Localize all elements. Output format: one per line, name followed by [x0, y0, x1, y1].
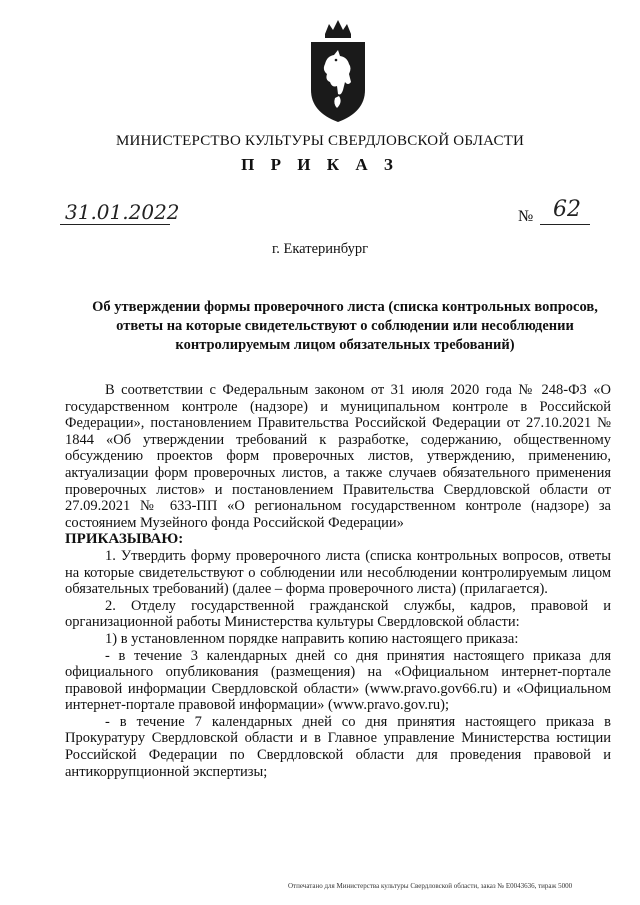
document-date: 31.01.2022	[65, 200, 180, 224]
number-underline	[540, 224, 590, 225]
document-number: 62	[553, 197, 581, 222]
order-word: ПРИКАЗЫВАЮ:	[65, 531, 184, 548]
coat-of-arms-emblem	[303, 20, 373, 125]
city-line: г. Екатеринбург	[271, 241, 369, 257]
item-2-1a-paragraph: - в течение 3 календарных дней со дня принятия настоящего приказа для официального опубликования (размещения) на «Официальном интернет-портале правовой информации Свердловской области» (www.pravo.gov66.ru) и «Официальном интернет-портале правовой информации» (www.pravo.gov.ru);	[65, 647, 611, 714]
document-type-title: П Р И К А З	[241, 155, 399, 174]
document-body	[65, 382, 611, 780]
item-1-paragraph: 1. Утвердить форму проверочного листа (списка контрольных вопросов, ответы на которые свидетельствуют о соблюдении или несоблюдении контролируемым лицом обязательных требований) (далее – форма проверочного листа) (прилагается).	[65, 547, 611, 598]
preamble-paragraph: В соответствии с Федеральным законом от 31 июля 2020 года № 248-ФЗ «О государственном контроле (надзоре) и муниципальном контроле в Российской Федерации», постановлением Правительства Российской Федерации от 27.10.2021 № 1844 «Об утверждении требований к разработке, содержанию, общественному обсуждению проектов форм проверочных листов, утверждению, применению, актуализации форм проверочных листов, а также случаев обязательного применения проверочных листов» и постановлением Правительства Свердловской области от 27.09.2021 № 633-ПП «О региональном государственном контроле (надзоре) за состоянием Музейного фонда Российской Федерации»	[65, 382, 611, 531]
document-subject: Об утверждении формы проверочного листа (списка контрольных вопросов, ответы на которые свидетельствуют о соблюдении или несоблюдении контролируемым лицом обязательных требований)	[92, 299, 598, 353]
item-2-1-paragraph: 1) в установленном порядке направить копию настоящего приказа:	[105, 630, 519, 647]
print-footer: Отпечатано для Министерства культуры Свердловской области, заказ № Е0043636, тираж 5000	[288, 882, 573, 890]
number-label: №	[518, 208, 534, 225]
item-2-paragraph: 2. Отделу государственной гражданской службы, кадров, правовой и организационной работы Министерства культуры Свердловской области:	[65, 597, 611, 631]
date-underline	[60, 224, 170, 225]
item-2-1b-paragraph: - в течение 7 календарных дней со дня принятия настоящего приказа в Прокуратуру Свердловской области и в Главное управление Министерства юстиции Российской Федерации по Свердловской области для проведения правовой и антикоррупционной экспертизы;	[65, 713, 611, 780]
ministry-title: МИНИСТЕРСТВО КУЛЬТУРЫ СВЕРДЛОВСКОЙ ОБЛАСТИ	[115, 133, 525, 149]
